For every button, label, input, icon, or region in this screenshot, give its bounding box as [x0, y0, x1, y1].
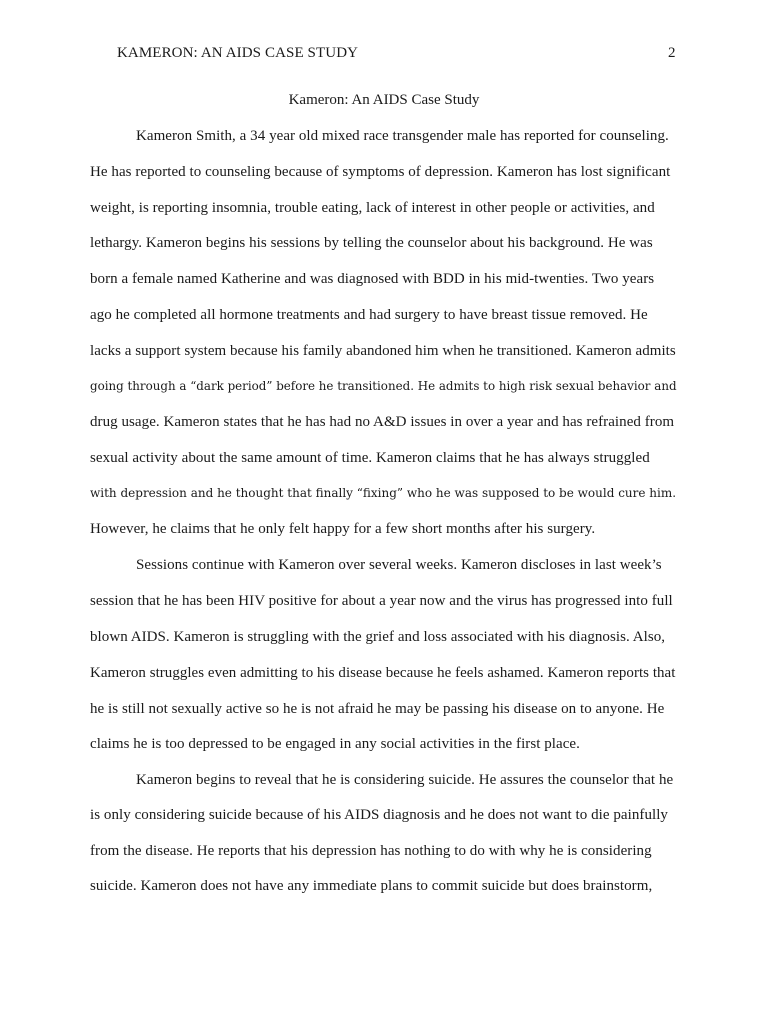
- running-head: KAMERON: AN AIDS CASE STUDY: [117, 45, 359, 61]
- text-line: going through a “dark period” before he transitioned. He admits to high risk sexual behavior and: [90, 379, 677, 393]
- text-line: he is still not sexually active so he is not afraid he may be passing his disease on to anyone. He: [90, 701, 665, 717]
- text-line: from the disease. He reports that his depression has nothing to do with why he is considering: [90, 843, 652, 859]
- text-line: He has reported to counseling because of symptoms of depression. Kameron has lost significant: [90, 164, 671, 180]
- text-line: However, he claims that he only felt happy for a few short months after his surgery.: [90, 521, 596, 537]
- text-line: ago he completed all hormone treatments and had surgery to have breast tissue removed. He: [90, 307, 648, 323]
- document-title: Kameron: An AIDS Case Study: [288, 92, 480, 108]
- text-line: claims he is too depressed to be engaged in any social activities in the first place.: [90, 736, 580, 752]
- text-line: with depression and he thought that finally “fixing” who he was supposed to be would cure him.: [90, 486, 677, 500]
- text-line: drug usage. Kameron states that he has had no A&D issues in over a year and has refrained from: [90, 414, 675, 430]
- text-line: lacks a support system because his family abandoned him when he transitioned. Kameron admits: [90, 343, 676, 359]
- text-line: weight, is reporting insomnia, trouble eating, lack of interest in other people or activities, and: [90, 200, 655, 216]
- text-line: Kameron struggles even admitting to his disease because he feels ashamed. Kameron reports that: [90, 665, 676, 681]
- text-line: Sessions continue with Kameron over several weeks. Kameron discloses in last week’s: [136, 557, 662, 573]
- text-line: session that he has been HIV positive for about a year now and the virus has progressed into full: [90, 593, 673, 609]
- page-number: 2: [668, 45, 676, 61]
- text-line: suicide. Kameron does not have any immediate plans to commit suicide but does brainstorm,: [90, 878, 653, 894]
- text-line: blown AIDS. Kameron is struggling with the grief and loss associated with his diagnosis. Also,: [90, 629, 666, 645]
- text-line: born a female named Katherine and was diagnosed with BDD in his mid-twenties. Two years: [90, 271, 655, 287]
- text-line: is only considering suicide because of his AIDS diagnosis and he does not want to die painfully: [90, 807, 668, 823]
- text-line: sexual activity about the same amount of time. Kameron claims that he has always struggled: [90, 450, 650, 466]
- text-line: Kameron begins to reveal that he is considering suicide. He assures the counselor that he: [136, 772, 674, 788]
- text-line: Kameron Smith, a 34 year old mixed race transgender male has reported for counseling.: [136, 128, 669, 144]
- text-line: lethargy. Kameron begins his sessions by telling the counselor about his background. He was: [90, 235, 653, 251]
